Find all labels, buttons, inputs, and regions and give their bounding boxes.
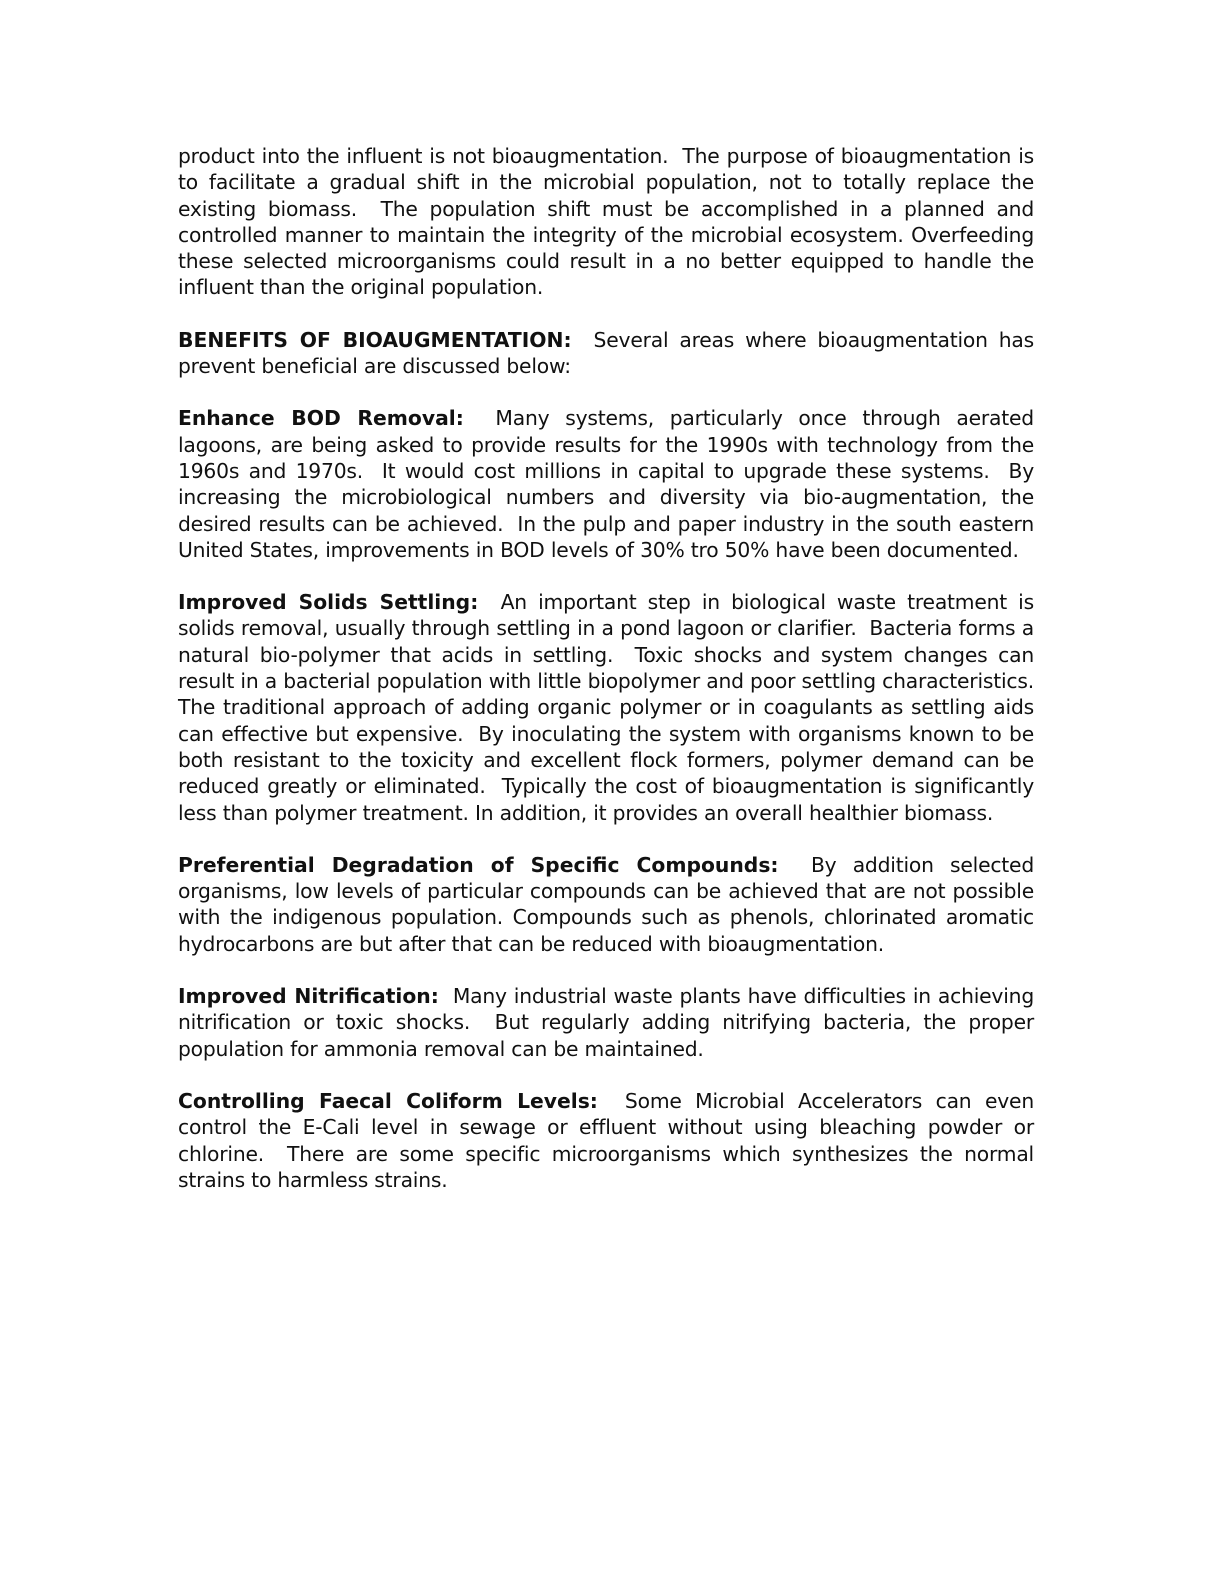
paragraph-text: By addition selected organisms, low levels of particular compounds can be achieved that are not possible with the indigenous population. Compounds such as phenols, chlorinated aromatic hydrocarbons are but after that can be reduced with bioaugmentation. bbox=[178, 852, 1041, 956]
section-heading: BENEFITS OF BIOAUGMENTATION: bbox=[178, 327, 572, 352]
section-heading: Improved Nitrification: bbox=[178, 984, 439, 1009]
paragraph-faecal-coliform bbox=[178, 1088, 1041, 1193]
section-heading: Enhance BOD Removal: bbox=[178, 406, 464, 431]
paragraph-text: Several areas where bioaugmentation has prevent beneficial are discussed below: bbox=[178, 327, 1041, 379]
paragraph-solids-settling bbox=[178, 589, 1047, 826]
paragraph-intro-continuation bbox=[178, 143, 1041, 301]
section-heading: Preferential Degradation of Specific Compounds: bbox=[178, 852, 779, 877]
paragraph-text: An important step in biological waste treatment is solids removal, usually through settling in a pond lagoon or clarifier. Bacteria forms a natural bio-polymer that acids in settling. Toxic shocks and system changes can result in a bacterial population with little biopolymer and poor settling characteristics. The traditional approach of adding organic polymer or in coagulants as settling aids can effective but expensive. By inoculating the system with organisms known to be both resistant to the toxicity and excellent flock formers, polymer demand can be reduced greatly or eliminated. Typically the cost of bioaugmentation is significantly less than polymer treatment. In addition, it provides an overall healthier biomass. bbox=[178, 590, 1047, 825]
paragraph-nitrification bbox=[178, 983, 1041, 1062]
paragraph-bod-removal bbox=[178, 405, 1041, 563]
paragraph-text: product into the influent is not bioaugmentation. The purpose of bioaugmentation is to facilitate a gradual shift in the microbial population, not to totally replace the existing biomass. The population shift must be accomplished in a planned and controlled manner to maintain the integrity of the microbial ecosystem. Overfeeding these selected microorganisms could result in a no better equipped to handle the influent than the original population. bbox=[178, 144, 1041, 300]
section-heading: Controlling Faecal Coliform Levels: bbox=[178, 1088, 598, 1113]
paragraph-benefits bbox=[178, 327, 1041, 380]
paragraph-text: Some Microbial Accelerators can even control the E-Cali level in sewage or effluent without using bleaching powder or chlorine. There are some specific microorganisms which synthesizes the normal strains to harmless strains. bbox=[178, 1088, 1041, 1192]
paragraph-text: Many industrial waste plants have difficulties in achieving nitrification or toxic shocks. But regularly adding nitrifying bacteria, the proper population for ammonia removal can be maintained. bbox=[178, 984, 1041, 1061]
section-heading: Improved Solids Settling: bbox=[178, 590, 479, 615]
paragraph-preferential-degradation bbox=[178, 852, 1041, 957]
document-body bbox=[178, 143, 1047, 1219]
paragraph-text: Many systems, particularly once through aerated lagoons, are being asked to provide results for the 1990s with technology from the 1960s and 1970s. It would cost millions in capital to upgrade these systems. By increasing the microbiological numbers and diversity via bio-augmentation, the desired results can be achieved. In the pulp and paper industry in the south eastern United States, improvements in BOD levels of 30% tro 50% have been documented. bbox=[178, 406, 1041, 562]
